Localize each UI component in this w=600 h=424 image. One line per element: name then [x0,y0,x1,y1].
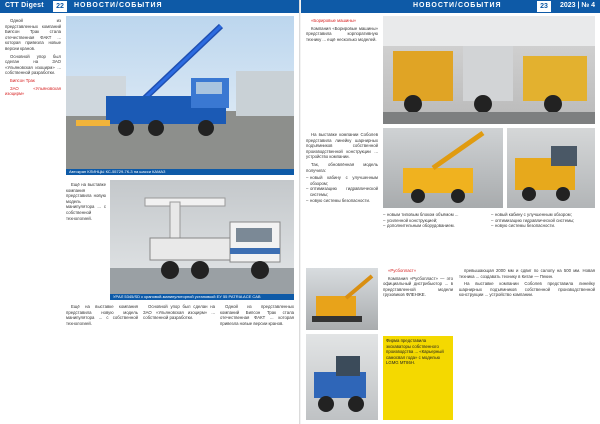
left-page-header [0,0,299,13]
article-paragraph: Одной из представленных компаний Бипсон Трак стала отечественная ФАКТ ... которая привезла новые версии кранов. [5,18,61,51]
right-bottom-column-2 [459,268,595,420]
highlight-box: Фирма представила экскаваторы собственного производства ... «Карьерный самосвал года» с моделью LGMG MT86H. [383,336,453,420]
left-bottom-column-1 [66,304,138,419]
article-paragraph: Компания «Русбопласт» — это официальный дистрибьютор ... в представленной модели грузовиков ФЛЕНЖЕ. [383,275,453,298]
article-paragraph: На выставке компании Соболев представила линейку шарнирных подъёмников собственной производственной конструкции ... устройство компании. [306,132,378,160]
right-page-header [301,0,600,13]
photo-caption: УРАЛ 5345/SD с крановой-манипуляторной установкой ЕУ 55 PATRIA ACE CAB [110,294,294,300]
loader-illustration [306,334,378,420]
article-paragraph: Ещё на выставке компания представила новую модель манипулятора ... с собственной технологией. [66,304,138,326]
excavator-illustration [306,268,378,330]
article-paragraph: превышающая 2000 мм и сдвиг по салопу на 500 мм. Новая техника ... создавать технику в Китае — Пекин. [459,268,595,279]
right-top-column [306,18,378,128]
article-paragraph: Ещё на выставке компания представила новую модель манипулятора ... с собственной технологией. [66,182,106,221]
list-item: – усиленной конструкцией; [383,218,483,224]
machinery-photo [507,128,595,208]
left-article-column [5,18,61,418]
list-item: – новый кабину с улучшенным обзором; [491,212,595,218]
left-bottom-column-2 [143,304,215,419]
list-item: – новую системы безопасности. [306,198,378,204]
right-mid-list-column-2 [491,212,595,262]
page-number: 22 [53,1,67,12]
excavator-photo [306,268,378,330]
lift-photo [383,128,503,208]
right-bottom-column-1 [383,268,453,332]
article-paragraph: Основной упор был сделан на ЗАО «Ульяновская изоцирм» ... собственной разработки. [5,53,61,76]
list-item: – новую системы безопасности. [491,223,595,229]
list-item: – оптимизацию гидравлической системы; [306,186,378,197]
loader-photo [306,334,378,420]
article-highlight: Бипсон Трак [10,77,35,83]
section-title: НОВОСТИ/СОБЫТИЯ [74,2,163,9]
left-mid-column [66,182,106,302]
left-page [0,0,299,424]
article-highlight: «Борировые машины» [311,18,357,23]
magazine-brand: СТТ Digest [5,2,44,9]
article-paragraph: Основной упор был сделан на ЗАО «Ульяновская изоцирм» ... собственной разработки. [143,304,215,321]
article-paragraph: На выставке компании Соболев представила линейку шарнирных подъёмников собственной производственной конструкции ... устройство компании. [459,281,595,298]
article-paragraph: Компания «Борировые машины» представила корпоративную технику ... ещё несколько моделей. [306,25,378,42]
list-item: – оптимизацию гидравлической системы; [491,218,595,224]
lift-illustration [383,128,503,208]
manipulator-truck-photo [110,180,294,294]
page-number: 23 [537,1,551,12]
article-highlight: ЗАО «Ульяновская изоцирм» [5,85,61,97]
article-paragraph: Одной из представленных компаний Бипсон Трак стала отечественная ФАКТ ... которая привезла новые версии кранов. [220,304,294,326]
feature-list [491,212,595,229]
feature-list [383,212,483,229]
issue-number: 2023 | № 4 [559,2,595,9]
list-item: – новым типовым блоком объёмом ... [383,212,483,218]
list-item: – дополнительным оборудованием. [383,223,483,229]
feature-list [306,175,378,203]
exhibition-illustration [383,16,595,124]
crane-truck-illustration [66,16,294,169]
list-item: – новый кабину с улучшенным обзором; [306,175,378,186]
exhibition-hall-photo [383,16,595,124]
article-highlight: «Русбопласт» [388,268,417,273]
section-title: НОВОСТИ/СОБЫТИЯ [413,2,502,9]
crane-truck-photo [66,16,294,169]
photo-caption: Автокран КЛИНЦЫ КС-55729-7К-3 на шасси КАМАЗ [66,169,294,175]
right-mid-list-column [383,212,483,262]
right-page [301,0,600,424]
right-mid-column [306,132,378,262]
left-bottom-column-3 [220,304,294,419]
machinery-illustration [507,128,595,208]
manipulator-truck-illustration [110,180,294,294]
article-paragraph: Так, обновлённая модель получила: [306,161,378,173]
